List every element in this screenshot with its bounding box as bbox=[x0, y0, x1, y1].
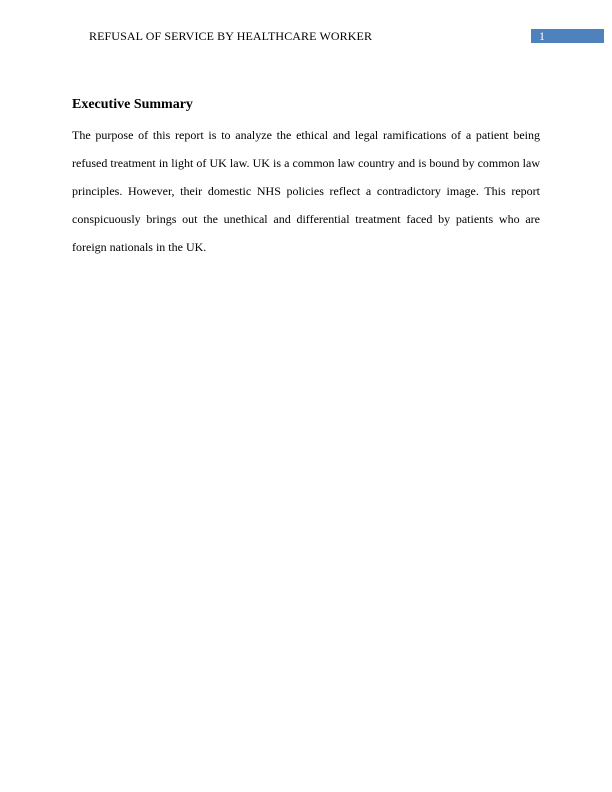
page-number: 1 bbox=[539, 29, 545, 43]
page-number-box bbox=[531, 29, 604, 43]
section-heading: Executive Summary bbox=[72, 97, 193, 112]
body-paragraph: The purpose of this report is to analyze the ethical and legal ramifications of a patient being refused treatment in light of UK law. UK is a common law country and is bound by common law principles. However, their domestic NHS policies reflect a contradictory image. This report conspicuously brings out the unethical and differential treatment faced by patients who are foreign nationals in the UK. bbox=[72, 128, 540, 254]
running-head: REFUSAL OF SERVICE BY HEALTHCARE WORKER bbox=[89, 29, 373, 43]
